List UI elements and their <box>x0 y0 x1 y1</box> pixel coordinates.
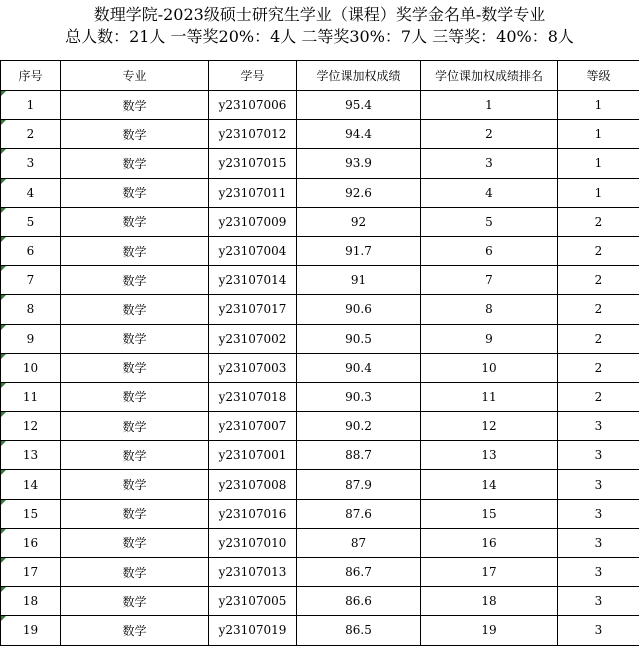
cell-major[interactable]: 数学 <box>61 353 209 382</box>
cell-score-rank[interactable]: 19 <box>421 616 558 645</box>
table-row <box>1 236 639 265</box>
cell-major[interactable]: 数学 <box>61 616 209 645</box>
cell-student-id[interactable]: y23107011 <box>209 178 297 207</box>
table-row <box>1 441 639 470</box>
cell-student-id[interactable]: y23107018 <box>209 382 297 411</box>
cell-level[interactable]: 1 <box>558 91 639 120</box>
cell-seq[interactable]: 11 <box>1 382 61 411</box>
cell-score-rank[interactable]: 17 <box>421 558 558 587</box>
cell-major[interactable]: 数学 <box>61 207 209 236</box>
table-row <box>1 616 639 645</box>
cell-seq[interactable]: 19 <box>1 616 61 645</box>
table-row <box>1 295 639 324</box>
cell-seq[interactable]: 13 <box>1 441 61 470</box>
cell-score-rank[interactable]: 8 <box>421 295 558 324</box>
cell-score-rank[interactable]: 7 <box>421 266 558 295</box>
cell-score-rank[interactable]: 1 <box>421 91 558 120</box>
cell-level[interactable]: 3 <box>558 441 639 470</box>
cell-student-id[interactable]: y23107006 <box>209 91 297 120</box>
cell-level[interactable]: 2 <box>558 353 639 382</box>
cell-score-rank[interactable]: 3 <box>421 149 558 178</box>
cell-major[interactable]: 数学 <box>61 295 209 324</box>
cell-student-id[interactable]: y23107014 <box>209 266 297 295</box>
cell-level[interactable]: 3 <box>558 587 639 616</box>
cell-seq[interactable]: 15 <box>1 499 61 528</box>
table-row <box>1 178 639 207</box>
cell-level[interactable]: 2 <box>558 295 639 324</box>
cell-score-rank[interactable]: 16 <box>421 528 558 557</box>
cell-level[interactable]: 1 <box>558 120 639 149</box>
cell-major[interactable]: 数学 <box>61 470 209 499</box>
cell-major[interactable]: 数学 <box>61 441 209 470</box>
header-weighted-score[interactable]: 学位课加权成绩 <box>297 61 421 91</box>
cell-seq[interactable]: 10 <box>1 353 61 382</box>
table-row <box>1 470 639 499</box>
header-seq[interactable]: 序号 <box>1 61 61 91</box>
cell-student-id[interactable]: y23107005 <box>209 587 297 616</box>
cell-student-id[interactable]: y23107019 <box>209 616 297 645</box>
cell-student-id[interactable]: y23107001 <box>209 441 297 470</box>
cell-student-id[interactable]: y23107015 <box>209 149 297 178</box>
cell-weighted-score[interactable]: 92.6 <box>297 178 421 207</box>
cell-weighted-score[interactable]: 92 <box>297 207 421 236</box>
cell-major[interactable]: 数学 <box>61 558 209 587</box>
cell-score-rank[interactable]: 15 <box>421 499 558 528</box>
cell-score-rank[interactable]: 18 <box>421 587 558 616</box>
cell-weighted-score[interactable]: 90.4 <box>297 353 421 382</box>
cell-level[interactable]: 3 <box>558 558 639 587</box>
cell-student-id[interactable]: y23107007 <box>209 412 297 441</box>
cell-seq[interactable]: 14 <box>1 470 61 499</box>
cell-weighted-score[interactable]: 91 <box>297 266 421 295</box>
cell-score-rank[interactable]: 10 <box>421 353 558 382</box>
table-row <box>1 120 639 149</box>
cell-weighted-score[interactable]: 91.7 <box>297 236 421 265</box>
cell-major[interactable]: 数学 <box>61 236 209 265</box>
cell-score-rank[interactable]: 14 <box>421 470 558 499</box>
cell-seq[interactable]: 6 <box>1 236 61 265</box>
cell-seq[interactable]: 9 <box>1 324 61 353</box>
cell-major[interactable]: 数学 <box>61 382 209 411</box>
cell-level[interactable]: 2 <box>558 324 639 353</box>
table-row <box>1 207 639 236</box>
cell-major[interactable]: 数学 <box>61 91 209 120</box>
table-row <box>1 382 639 411</box>
table-row <box>1 324 639 353</box>
cell-major[interactable]: 数学 <box>61 178 209 207</box>
cell-seq[interactable]: 4 <box>1 178 61 207</box>
cell-weighted-score[interactable]: 87.6 <box>297 499 421 528</box>
cell-major[interactable]: 数学 <box>61 266 209 295</box>
cell-student-id[interactable]: y23107013 <box>209 558 297 587</box>
cell-level[interactable]: 2 <box>558 207 639 236</box>
cell-major[interactable]: 数学 <box>61 149 209 178</box>
title-block <box>0 4 639 48</box>
cell-level[interactable]: 3 <box>558 499 639 528</box>
page-title: 数理学院-2023级硕士研究生学业（课程）奖学金名单-数学专业 <box>0 4 639 26</box>
cell-weighted-score[interactable]: 90.2 <box>297 412 421 441</box>
cell-level[interactable]: 3 <box>558 412 639 441</box>
table-row <box>1 266 639 295</box>
cell-student-id[interactable]: y23107010 <box>209 528 297 557</box>
cell-major[interactable]: 数学 <box>61 528 209 557</box>
cell-seq[interactable]: 8 <box>1 295 61 324</box>
cell-seq[interactable]: 12 <box>1 412 61 441</box>
table-row <box>1 499 639 528</box>
cell-seq[interactable]: 5 <box>1 207 61 236</box>
header-level[interactable]: 等级 <box>558 61 639 91</box>
cell-major[interactable]: 数学 <box>61 499 209 528</box>
cell-major[interactable]: 数学 <box>61 412 209 441</box>
scholarship-table <box>0 60 639 646</box>
cell-score-rank[interactable]: 11 <box>421 382 558 411</box>
cell-level[interactable]: 1 <box>558 178 639 207</box>
cell-level[interactable]: 3 <box>558 470 639 499</box>
cell-student-id[interactable]: y23107012 <box>209 120 297 149</box>
cell-weighted-score[interactable]: 86.5 <box>297 616 421 645</box>
table-row <box>1 91 639 120</box>
cell-student-id[interactable]: y23107009 <box>209 207 297 236</box>
cell-level[interactable]: 3 <box>558 528 639 557</box>
cell-major[interactable]: 数学 <box>61 324 209 353</box>
cell-score-rank[interactable]: 2 <box>421 120 558 149</box>
header-student-id[interactable]: 学号 <box>209 61 297 91</box>
cell-student-id[interactable]: y23107008 <box>209 470 297 499</box>
cell-level[interactable]: 2 <box>558 236 639 265</box>
cell-weighted-score[interactable]: 88.7 <box>297 441 421 470</box>
cell-student-id[interactable]: y23107003 <box>209 353 297 382</box>
cell-score-rank[interactable]: 6 <box>421 236 558 265</box>
cell-weighted-score[interactable]: 87.9 <box>297 470 421 499</box>
cell-score-rank[interactable]: 12 <box>421 412 558 441</box>
cell-level[interactable]: 1 <box>558 149 639 178</box>
cell-major[interactable]: 数学 <box>61 120 209 149</box>
table-row <box>1 353 639 382</box>
cell-major[interactable]: 数学 <box>61 587 209 616</box>
cell-score-rank[interactable]: 13 <box>421 441 558 470</box>
cell-weighted-score[interactable]: 87 <box>297 528 421 557</box>
cell-seq[interactable]: 7 <box>1 266 61 295</box>
cell-seq[interactable]: 1 <box>1 91 61 120</box>
cell-weighted-score[interactable]: 93.9 <box>297 149 421 178</box>
table-body <box>1 91 639 646</box>
table-row <box>1 587 639 616</box>
cell-student-id[interactable]: y23107002 <box>209 324 297 353</box>
cell-seq[interactable]: 3 <box>1 149 61 178</box>
cell-student-id[interactable]: y23107016 <box>209 499 297 528</box>
cell-weighted-score[interactable]: 95.4 <box>297 91 421 120</box>
header-major[interactable]: 专业 <box>61 61 209 91</box>
table-row <box>1 412 639 441</box>
cell-seq[interactable]: 16 <box>1 528 61 557</box>
page-subtitle: 总人数：21人 一等奖20%：4人 二等奖30%：7人 三等奖：40%：8人 <box>0 26 639 48</box>
cell-seq[interactable]: 2 <box>1 120 61 149</box>
cell-score-rank[interactable]: 5 <box>421 207 558 236</box>
header-score-rank[interactable]: 学位课加权成绩排名 <box>421 61 558 91</box>
table-row <box>1 149 639 178</box>
cell-weighted-score[interactable]: 94.4 <box>297 120 421 149</box>
cell-level[interactable]: 2 <box>558 382 639 411</box>
cell-weighted-score[interactable]: 90.6 <box>297 295 421 324</box>
cell-score-rank[interactable]: 9 <box>421 324 558 353</box>
cell-level[interactable]: 2 <box>558 266 639 295</box>
table-row <box>1 558 639 587</box>
cell-level[interactable]: 3 <box>558 616 639 645</box>
table-header-row <box>1 61 639 91</box>
cell-score-rank[interactable]: 4 <box>421 178 558 207</box>
cell-student-id[interactable]: y23107017 <box>209 295 297 324</box>
cell-weighted-score[interactable]: 86.6 <box>297 587 421 616</box>
table-row <box>1 528 639 557</box>
cell-weighted-score[interactable]: 90.5 <box>297 324 421 353</box>
cell-seq[interactable]: 17 <box>1 558 61 587</box>
cell-weighted-score[interactable]: 86.7 <box>297 558 421 587</box>
cell-weighted-score[interactable]: 90.3 <box>297 382 421 411</box>
cell-student-id[interactable]: y23107004 <box>209 236 297 265</box>
cell-seq[interactable]: 18 <box>1 587 61 616</box>
